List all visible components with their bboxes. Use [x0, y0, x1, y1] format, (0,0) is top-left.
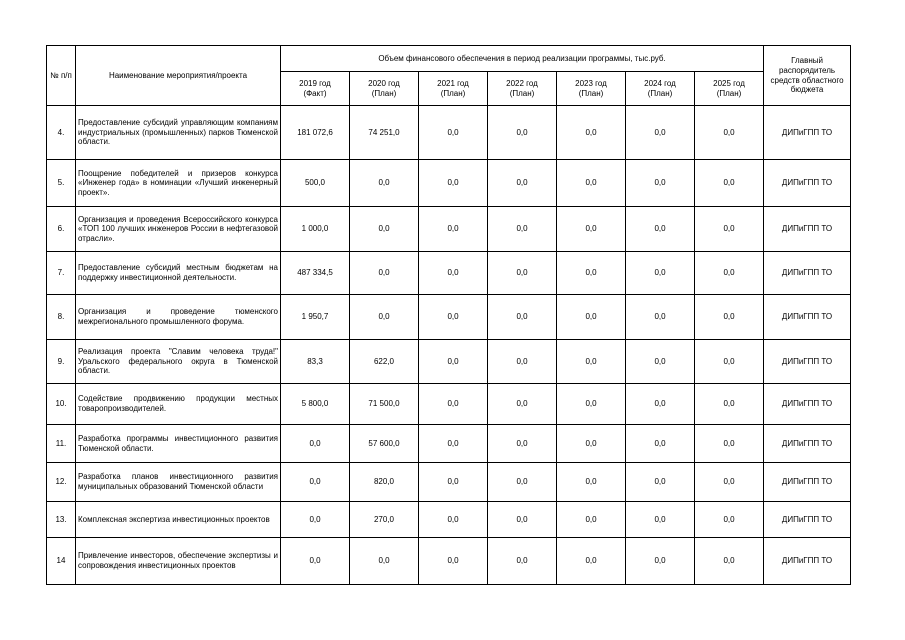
row-value: 0,0: [488, 463, 557, 502]
row-responsible: ДИПиГПП ТО: [764, 340, 851, 384]
row-value: 57 600,0: [350, 425, 419, 463]
row-name: Организация и проведения Всероссийского конкурса «ТОП 100 лучших инженеров России в нефтегазовой отрасли».: [76, 207, 281, 252]
table-row: [47, 340, 851, 384]
finance-table: [46, 45, 851, 585]
header-num: № п/п: [47, 46, 76, 106]
row-responsible: ДИПиГПП ТО: [764, 425, 851, 463]
header-year-type: (План): [371, 88, 397, 98]
row-value: 0,0: [695, 538, 764, 585]
row-responsible: ДИПиГПП ТО: [764, 160, 851, 207]
row-value: 0,0: [488, 207, 557, 252]
row-value: 0,0: [557, 538, 626, 585]
header-year-3: [488, 72, 557, 106]
row-num: 4.: [47, 106, 76, 160]
row-value: 820,0: [350, 463, 419, 502]
row-value: 0,0: [281, 463, 350, 502]
header-year-5: [626, 72, 695, 106]
row-num: 6.: [47, 207, 76, 252]
row-value: 0,0: [419, 106, 488, 160]
table-row: [47, 502, 851, 538]
header-year-label: 2021 год: [437, 78, 469, 88]
row-name: Реализация проекта "Славим человека труда!" Уральского федерального округа в Тюменской области.: [76, 340, 281, 384]
row-num: 9.: [47, 340, 76, 384]
row-num: 13.: [47, 502, 76, 538]
table-row: [47, 463, 851, 502]
row-value: 0,0: [695, 252, 764, 295]
row-value: 0,0: [626, 252, 695, 295]
table-body: [47, 106, 851, 585]
row-value: 0,0: [419, 207, 488, 252]
row-value: 74 251,0: [350, 106, 419, 160]
row-responsible: ДИПиГПП ТО: [764, 207, 851, 252]
row-value: 0,0: [488, 384, 557, 425]
row-responsible: ДИПиГПП ТО: [764, 538, 851, 585]
row-value: 0,0: [626, 295, 695, 340]
header-year-label: 2024 год: [644, 78, 676, 88]
table-row: [47, 538, 851, 585]
row-value: 0,0: [557, 295, 626, 340]
row-value: 0,0: [419, 463, 488, 502]
row-name: Разработка программы инвестиционного развития Тюменской области.: [76, 425, 281, 463]
row-value: 0,0: [626, 425, 695, 463]
row-num: 7.: [47, 252, 76, 295]
row-responsible: ДИПиГПП ТО: [764, 106, 851, 160]
row-num: 11.: [47, 425, 76, 463]
row-value: 0,0: [626, 207, 695, 252]
row-value: 0,0: [419, 425, 488, 463]
row-responsible: ДИПиГПП ТО: [764, 295, 851, 340]
row-value: 0,0: [419, 502, 488, 538]
table-row: [47, 252, 851, 295]
row-num: 5.: [47, 160, 76, 207]
header-year-type: (План): [578, 88, 604, 98]
row-value: 71 500,0: [350, 384, 419, 425]
row-value: 1 000,0: [281, 207, 350, 252]
table-row: [47, 106, 851, 160]
row-value: 0,0: [695, 340, 764, 384]
row-value: 0,0: [557, 252, 626, 295]
header-finance: Объем финансового обеспечения в период реализации программы, тыс.руб.: [281, 46, 764, 72]
row-value: 0,0: [350, 538, 419, 585]
row-name: Предоставление субсидий управляющим компаниям индустриальных (промышленных) парков Тюменской области.: [76, 106, 281, 160]
row-value: 5 800,0: [281, 384, 350, 425]
header-year-type: (Факт): [303, 88, 327, 98]
row-value: 0,0: [626, 502, 695, 538]
row-value: 0,0: [557, 502, 626, 538]
row-name: Разработка планов инвестиционного развития муниципальных образований Тюменской области: [76, 463, 281, 502]
row-value: 0,0: [281, 425, 350, 463]
header-year-label: 2023 год: [575, 78, 607, 88]
row-value: 0,0: [488, 252, 557, 295]
row-name: Поощрение победителей и призеров конкурса «Инженер года» в номинации «Лучший инженерный проект».: [76, 160, 281, 207]
row-value: 0,0: [626, 340, 695, 384]
row-name: Комплексная экспертиза инвестиционных проектов: [76, 502, 281, 538]
row-name: Предоставление субсидий местным бюджетам на поддержку инвестиционной деятельности.: [76, 252, 281, 295]
row-value: 0,0: [626, 463, 695, 502]
header-year-type: (План): [509, 88, 535, 98]
row-value: 181 072,6: [281, 106, 350, 160]
row-value: 0,0: [557, 160, 626, 207]
row-name: Организация и проведение тюменского межрегионального промышленного форума.: [76, 295, 281, 340]
table-row: [47, 384, 851, 425]
row-value: 0,0: [488, 295, 557, 340]
row-value: 0,0: [695, 425, 764, 463]
header-year-label: 2025 год: [713, 78, 745, 88]
row-value: 270,0: [350, 502, 419, 538]
row-value: 83,3: [281, 340, 350, 384]
table-row: [47, 295, 851, 340]
header-year-type: (План): [647, 88, 673, 98]
row-num: 12.: [47, 463, 76, 502]
row-value: 0,0: [626, 384, 695, 425]
row-value: 0,0: [488, 106, 557, 160]
row-responsible: ДИПиГПП ТО: [764, 384, 851, 425]
row-value: 0,0: [557, 207, 626, 252]
row-value: 0,0: [557, 340, 626, 384]
row-value: 0,0: [695, 106, 764, 160]
header-year-type: (План): [440, 88, 466, 98]
row-value: 0,0: [350, 295, 419, 340]
row-value: 0,0: [350, 207, 419, 252]
row-value: 0,0: [488, 425, 557, 463]
table-row: [47, 207, 851, 252]
row-value: 0,0: [350, 160, 419, 207]
row-value: 0,0: [695, 207, 764, 252]
row-responsible: ДИПиГПП ТО: [764, 463, 851, 502]
row-num: 10.: [47, 384, 76, 425]
header-name: Наименование мероприятия/проекта: [76, 46, 281, 106]
row-value: 0,0: [281, 502, 350, 538]
row-value: 487 334,5: [281, 252, 350, 295]
row-value: 0,0: [626, 106, 695, 160]
row-value: 0,0: [419, 384, 488, 425]
row-value: 0,0: [557, 106, 626, 160]
header-year-4: [557, 72, 626, 106]
header-year-label: 2020 год: [368, 78, 400, 88]
row-value: 0,0: [281, 538, 350, 585]
row-name: Привлечение инвесторов, обеспечение экспертизы и сопровождения инвестиционных проектов: [76, 538, 281, 585]
row-value: 0,0: [626, 160, 695, 207]
header-year-label: 2019 год: [299, 78, 331, 88]
header-year-label: 2022 год: [506, 78, 538, 88]
row-responsible: ДИПиГПП ТО: [764, 502, 851, 538]
header-year-6: [695, 72, 764, 106]
row-value: 1 950,7: [281, 295, 350, 340]
row-value: 622,0: [350, 340, 419, 384]
row-value: 0,0: [419, 252, 488, 295]
header-year-1: [350, 72, 419, 106]
table-header: [47, 46, 851, 106]
row-value: 0,0: [419, 160, 488, 207]
row-num: 14: [47, 538, 76, 585]
row-value: 0,0: [488, 538, 557, 585]
row-value: 0,0: [419, 295, 488, 340]
header-year-type: (План): [716, 88, 742, 98]
row-value: 0,0: [695, 384, 764, 425]
row-value: 0,0: [557, 425, 626, 463]
header-responsible: Главный распорядитель средств областного бюджета: [764, 46, 851, 106]
row-value: 0,0: [695, 463, 764, 502]
header-year-2: [419, 72, 488, 106]
row-value: 0,0: [557, 384, 626, 425]
row-value: 0,0: [695, 295, 764, 340]
row-value: 0,0: [488, 502, 557, 538]
header-year-0: [281, 72, 350, 106]
table-row: [47, 160, 851, 207]
row-name: Содействие продвижению продукции местных товаропроизводителей.: [76, 384, 281, 425]
row-value: 0,0: [488, 160, 557, 207]
row-value: 0,0: [557, 463, 626, 502]
row-value: 0,0: [488, 340, 557, 384]
row-value: 0,0: [419, 340, 488, 384]
row-value: 0,0: [419, 538, 488, 585]
table-row: [47, 425, 851, 463]
row-num: 8.: [47, 295, 76, 340]
row-value: 0,0: [626, 538, 695, 585]
row-responsible: ДИПиГПП ТО: [764, 252, 851, 295]
row-value: 0,0: [350, 252, 419, 295]
row-value: 0,0: [695, 502, 764, 538]
row-value: 0,0: [695, 160, 764, 207]
row-value: 500,0: [281, 160, 350, 207]
